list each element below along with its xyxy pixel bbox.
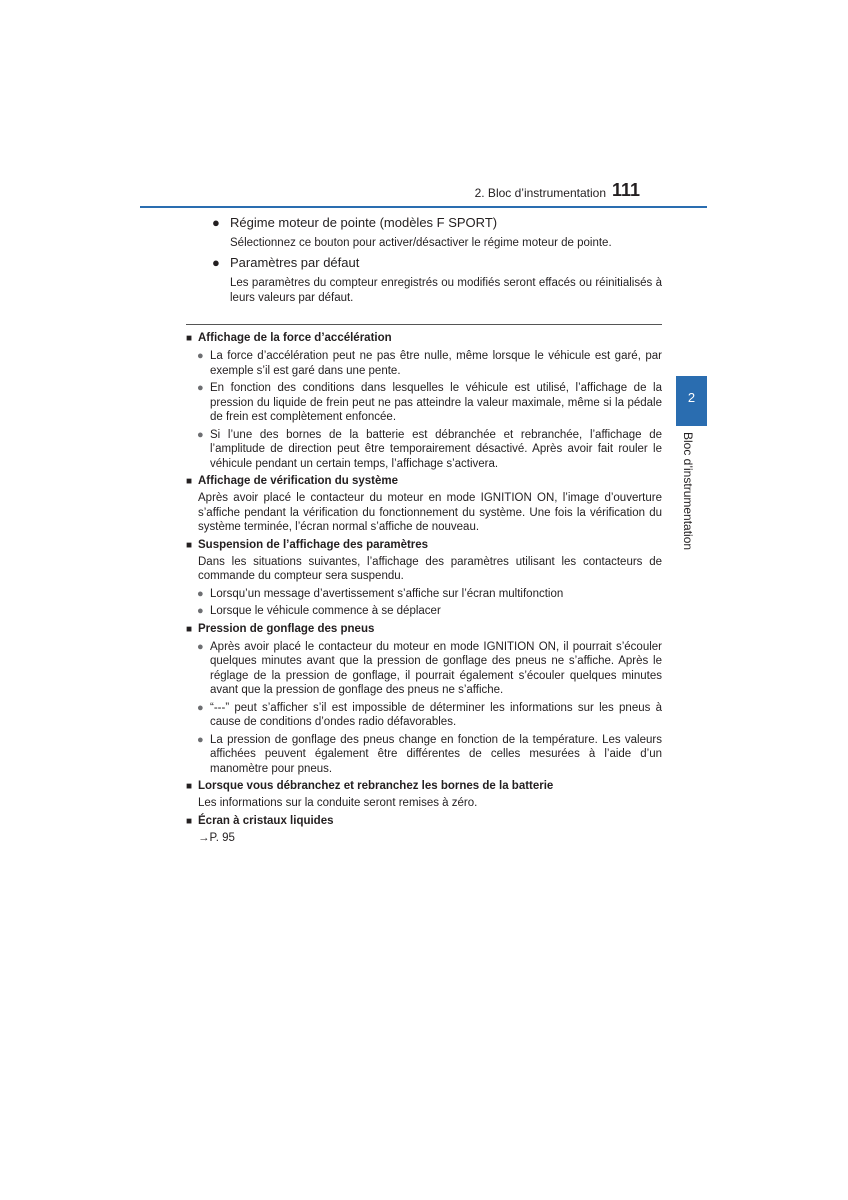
list-item: ● “---” peut s’afficher s’il est impossible de déterminer les informations sur les pneus à cause de conditions d’ondes radio défavorables. [197, 701, 662, 728]
square-bullet-icon: ■ [186, 781, 193, 792]
square-bullet-icon: ■ [186, 815, 193, 827]
section-heading: ■ Pression de gonflage des pneus [186, 622, 375, 635]
section-paragraph: Dans les situations suivantes, l’affichage des paramètres utilisant les contacteurs de commande du compteur sera suspendu. [198, 555, 662, 582]
circle-bullet-icon: ● [197, 382, 204, 394]
list-item: ● Lorsque le véhicule commence à se déplacer [197, 605, 441, 617]
section-heading: ■ Suspension de l’affichage des paramètres [186, 538, 429, 551]
header-section-title: 2. Bloc d’instrumentation [474, 186, 606, 200]
page-reference-link[interactable]: →P. 95 [198, 831, 235, 844]
option-label: Paramètres par défaut [230, 255, 360, 270]
list-item: ● Après avoir placé le contacteur du moteur en mode IGNITION ON, il pourrait s’écouler quelques minutes avant que la pression de gonflage des pneus ne s’affiche. Après le réglage de la pression de gonflage, il pourrait également s’écouler quelques minutes avant que la pression de gonflage des pneus ne s’affiche. [197, 640, 662, 696]
list-item: ● En fonction des conditions dans lesquelles le véhicule est utilisé, l’affichage de la pression du liquide de frein peut ne pas atteindre la valeur maximale, même si la pédale de frein est complètement enfoncée. [197, 382, 662, 423]
section-heading: ■ Écran à cristaux liquides [186, 814, 334, 827]
circle-bullet-icon: ● [197, 605, 204, 617]
header-divider [140, 206, 707, 208]
square-bullet-icon: ■ [186, 623, 193, 635]
page-content [186, 213, 662, 845]
section-paragraph: Après avoir placé le contacteur du moteur en mode IGNITION ON, l’image d’ouverture s’affiche pendant la vérification du fonctionnement du système. Une fois la vérification du système terminée, l’écran normal s’affiche de nouveau. [198, 492, 662, 533]
option-description: Sélectionnez ce bouton pour activer/désactiver le régime moteur de pointe. [230, 237, 612, 249]
list-item: ● Lorsqu’un message d’avertissement s’affiche sur l’écran multifonction [197, 587, 564, 600]
page-number: 111 [612, 180, 641, 200]
section-heading: ■ Affichage de vérification du système [186, 475, 399, 487]
section-paragraph: Les informations sur la conduite seront remises à zéro. [198, 797, 478, 809]
chapter-side-label: Bloc d’instrumentation [681, 432, 695, 551]
square-bullet-icon: ■ [186, 539, 193, 551]
circle-bullet-icon: ● [197, 733, 204, 746]
bullet-dot-icon: ● [212, 255, 220, 270]
list-item: ● Si l’une des bornes de la batterie est débranchée et rebranchée, l’affichage de l’amplitude de direction peut être temporairement désactivé. Après avoir fait rouler le véhicule pendant un certain temps, l’affichage s’activera. [197, 428, 662, 470]
square-bullet-icon: ■ [186, 476, 193, 487]
square-bullet-icon: ■ [186, 333, 193, 344]
option-label: Régime moteur de pointe (modèles F SPORT) [230, 215, 498, 230]
option-item [186, 253, 662, 273]
section-heading: ■ Lorsque vous débranchez et rebranchez les bornes de la batterie [186, 780, 554, 792]
circle-bullet-icon: ● [197, 587, 204, 600]
option-item [186, 213, 662, 233]
circle-bullet-icon: ● [197, 428, 204, 441]
section-divider [186, 324, 662, 325]
circle-bullet-icon: ● [197, 350, 204, 362]
list-item: ● La pression de gonflage des pneus change en fonction de la température. Les valeurs affichées peuvent également être différentes de celles mesurées à l’aide d’un manomètre pour pneus. [197, 733, 662, 775]
list-item: ● La force d’accélération peut ne pas être nulle, même lorsque le véhicule est garé, par exemple s’il est garé dans une pente. [197, 350, 662, 377]
chapter-tab[interactable]: 2 [676, 376, 707, 426]
bullet-dot-icon: ● [212, 215, 220, 230]
circle-bullet-icon: ● [197, 701, 204, 714]
option-description: Les paramètres du compteur enregistrés ou modifiés seront effacés ou réinitialisés à leurs valeurs par défaut. [230, 277, 662, 304]
section-heading: ■ Affichage de la force d’accélération [186, 332, 392, 344]
circle-bullet-icon: ● [197, 640, 204, 653]
